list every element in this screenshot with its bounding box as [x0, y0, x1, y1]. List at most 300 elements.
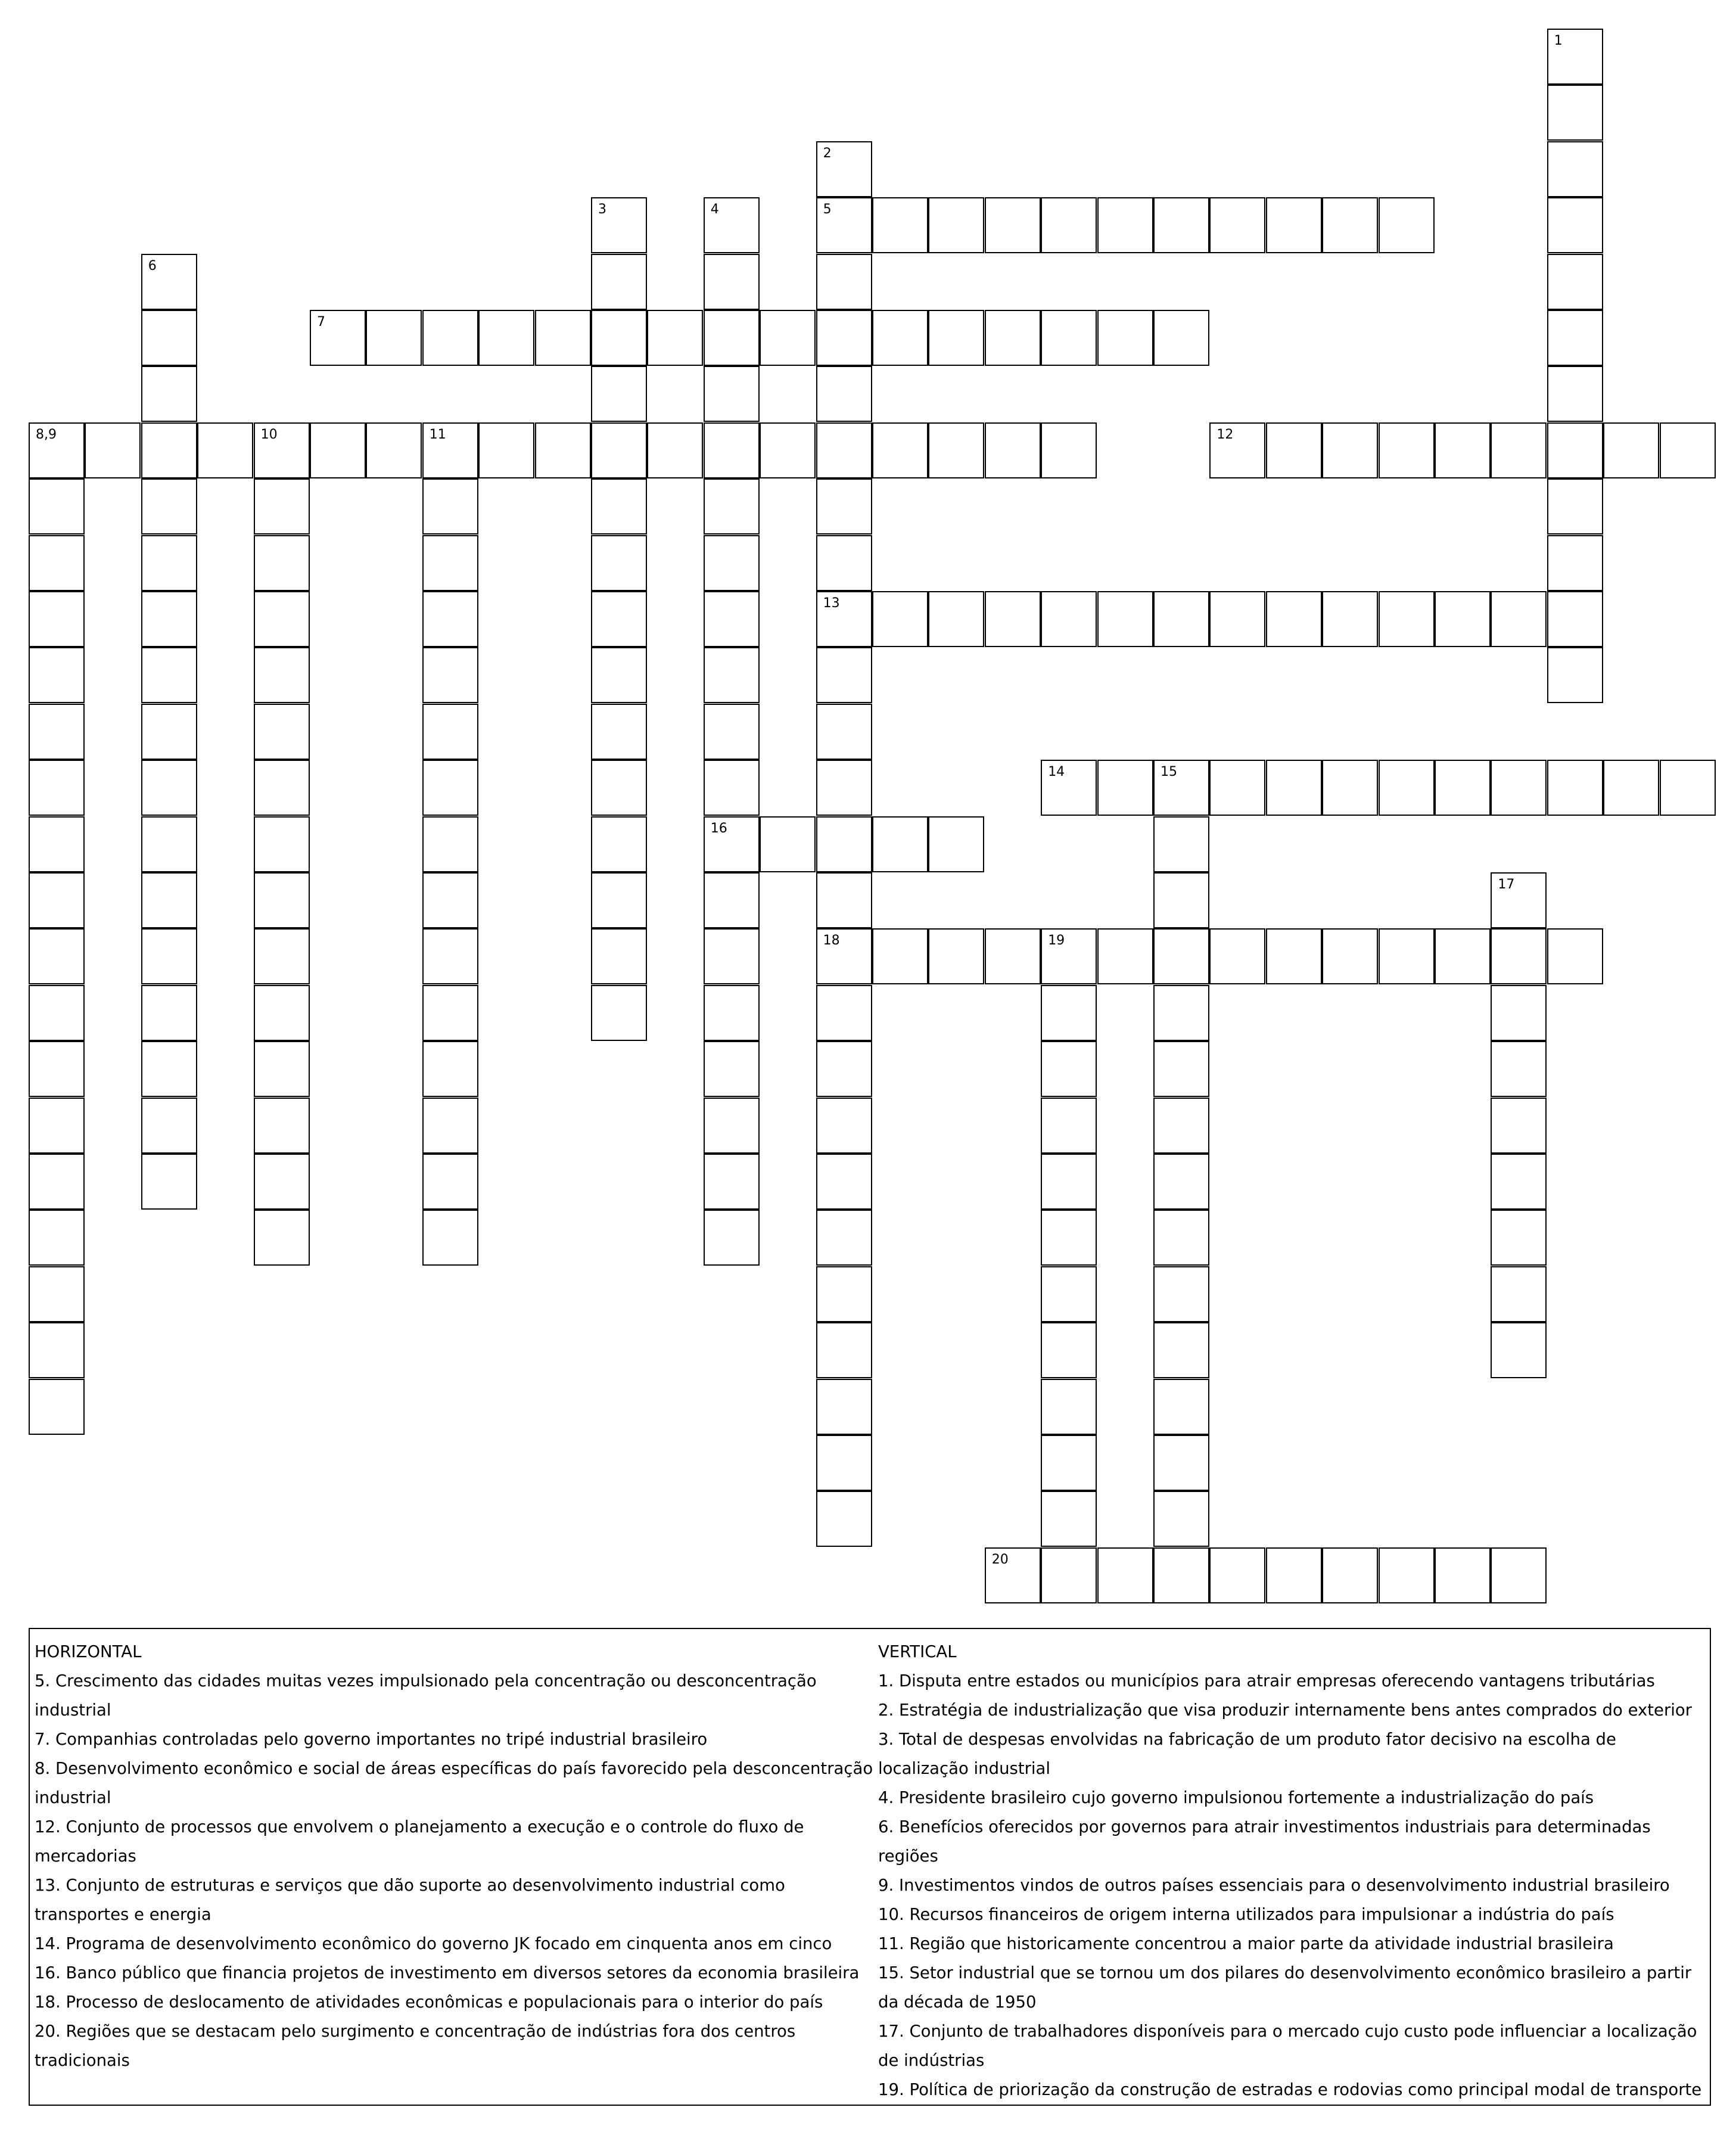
clue-number: 11: [429, 427, 446, 442]
crossword-cell[interactable]: [1491, 591, 1547, 647]
crossword-cell[interactable]: [535, 310, 591, 366]
crossword-cell[interactable]: [1547, 254, 1603, 310]
crossword-cell[interactable]: [254, 591, 310, 647]
crossword-cell[interactable]: [422, 647, 478, 703]
crossword-cell[interactable]: [1097, 591, 1153, 647]
crossword-cell[interactable]: [1041, 985, 1097, 1041]
crossword-cell[interactable]: [591, 816, 647, 872]
crossword-cell[interactable]: [1379, 760, 1435, 816]
crossword-cell[interactable]: [928, 422, 984, 478]
crossword-cell[interactable]: [816, 1491, 872, 1547]
crossword-cell[interactable]: [1379, 1547, 1435, 1603]
vertical-heading: VERTICAL: [878, 1642, 957, 1661]
crossword-cell[interactable]: [422, 422, 478, 478]
crossword-cell[interactable]: [141, 366, 197, 422]
crossword-cell[interactable]: [1153, 310, 1209, 366]
crossword-cell[interactable]: [1547, 647, 1603, 703]
crossword-cell[interactable]: [1209, 591, 1265, 647]
clue-number: 20: [991, 1552, 1009, 1567]
clue-h-7: 7. Companhias controladas pelo governo importantes no tripé industrial brasileiro: [35, 1730, 708, 1749]
clue-number: 7: [317, 315, 325, 330]
crossword-cell[interactable]: [141, 985, 197, 1041]
clue-number: 10: [260, 427, 278, 442]
clue-number: 18: [823, 933, 840, 949]
crossword-cell[interactable]: [422, 1041, 478, 1097]
crossword-cell[interactable]: [816, 1210, 872, 1266]
crossword-cell[interactable]: [1041, 760, 1097, 816]
crossword-cell[interactable]: [1491, 1322, 1547, 1378]
crossword-cell[interactable]: [29, 704, 85, 760]
crossword-cell[interactable]: [1041, 1491, 1097, 1547]
crossword-cell[interactable]: [704, 1154, 760, 1210]
crossword-cell[interactable]: [1153, 591, 1209, 647]
crossword-cell[interactable]: [422, 310, 478, 366]
crossword-cell[interactable]: [1209, 422, 1265, 478]
crossword-cell[interactable]: [985, 928, 1041, 984]
clue-number: 14: [1048, 764, 1065, 780]
clue-v-15: 15. Setor industrial que se tornou um dos pilares do desenvolvimento econômico brasileiro a partir da década de 1950: [878, 1963, 1692, 2012]
crossword-cell[interactable]: [254, 478, 310, 534]
crossword-cell[interactable]: [1435, 1547, 1491, 1603]
clue-v-6: 6. Benefícios oferecidos por governos para atrair investimentos industriais para determinadas regiões: [878, 1817, 1651, 1866]
crossword-cell[interactable]: [422, 535, 478, 591]
crossword-cell[interactable]: [816, 1154, 872, 1210]
crossword-cell[interactable]: [928, 197, 984, 253]
crossword-cell[interactable]: [704, 816, 760, 872]
crossword-cell[interactable]: [1547, 591, 1603, 647]
clue-v-4: 4. Presidente brasileiro cujo governo impulsionou fortemente a industrialização do país: [878, 1788, 1594, 1807]
crossword-cell[interactable]: [816, 872, 872, 928]
crossword-cell[interactable]: [254, 1041, 310, 1097]
crossword-cell[interactable]: [1153, 197, 1209, 253]
crossword-cell[interactable]: [1266, 591, 1322, 647]
crossword-cell[interactable]: [141, 478, 197, 534]
crossword-cell[interactable]: [1153, 816, 1209, 872]
crossword-cell[interactable]: [1153, 1266, 1209, 1322]
crossword-cell[interactable]: [422, 591, 478, 647]
crossword-cell[interactable]: [1266, 760, 1322, 816]
crossword-cell[interactable]: [816, 478, 872, 534]
crossword-cell[interactable]: [29, 535, 85, 591]
crossword-cell[interactable]: [1547, 928, 1603, 984]
crossword-cell[interactable]: [928, 816, 984, 872]
crossword-cell[interactable]: [1097, 928, 1153, 984]
crossword-cell[interactable]: [1153, 872, 1209, 928]
crossword-cell[interactable]: [254, 704, 310, 760]
crossword-cell[interactable]: [816, 197, 872, 253]
crossword-cell[interactable]: [197, 422, 253, 478]
crossword-cell[interactable]: [254, 928, 310, 984]
clues-panel: [29, 1628, 1711, 2106]
crossword-cell[interactable]: [478, 310, 534, 366]
crossword-cell[interactable]: [141, 872, 197, 928]
clue-h-14: 14. Programa de desenvolvimento econômico do governo JK focado em cinquenta anos em cinco: [35, 1934, 832, 1953]
crossword-cell[interactable]: [254, 647, 310, 703]
crossword-cell[interactable]: [422, 985, 478, 1041]
crossword-cell[interactable]: [366, 422, 422, 478]
clue-v-10: 10. Recursos financeiros de origem interna utilizados para impulsionar a indústria do país: [878, 1905, 1614, 1924]
crossword-cell[interactable]: [254, 1210, 310, 1266]
crossword-cell[interactable]: [1435, 422, 1491, 478]
crossword-cell[interactable]: [29, 478, 85, 534]
crossword-cell[interactable]: [704, 535, 760, 591]
crossword-cell[interactable]: [1209, 197, 1265, 253]
crossword-cell[interactable]: [310, 310, 366, 366]
crossword-cell[interactable]: [141, 1041, 197, 1097]
crossword-cell[interactable]: [1660, 422, 1716, 478]
crossword-cell[interactable]: [141, 591, 197, 647]
crossword-cell[interactable]: [29, 928, 85, 984]
crossword-cell[interactable]: [591, 591, 647, 647]
crossword-cell[interactable]: [1660, 760, 1716, 816]
crossword-cell[interactable]: [816, 928, 872, 984]
crossword-cell[interactable]: [141, 1154, 197, 1210]
crossword-cell[interactable]: [1041, 1266, 1097, 1322]
clue-h-13: 13. Conjunto de estruturas e serviços que dão suporte ao desenvolvimento industrial como transportes e energia: [35, 1876, 785, 1924]
clue-number: 13: [823, 596, 840, 611]
crossword-cell[interactable]: [1097, 310, 1153, 366]
clue-number: 16: [710, 820, 727, 836]
crossword-cell[interactable]: [1379, 422, 1435, 478]
crossword-cell[interactable]: [1322, 422, 1378, 478]
crossword-cell[interactable]: [704, 1098, 760, 1154]
crossword-cell[interactable]: [1491, 985, 1547, 1041]
crossword-cell[interactable]: [1041, 197, 1097, 253]
clue-v-17: 17. Conjunto de trabalhadores disponíveis para o mercado cujo custo pode influenciar a localização de indústrias: [878, 2022, 1697, 2070]
crossword-cell[interactable]: [872, 816, 928, 872]
crossword-cell[interactable]: [1153, 1210, 1209, 1266]
crossword-cell[interactable]: [1322, 197, 1378, 253]
crossword-cell[interactable]: [1547, 760, 1603, 816]
crossword-cell[interactable]: [141, 704, 197, 760]
crossword-cell[interactable]: [141, 1098, 197, 1154]
crossword-cell[interactable]: [816, 816, 872, 872]
crossword-cell[interactable]: [141, 760, 197, 816]
crossword-cell[interactable]: [1435, 591, 1491, 647]
crossword-cell[interactable]: [1435, 760, 1491, 816]
crossword-cell[interactable]: [591, 704, 647, 760]
crossword-cell[interactable]: [1322, 928, 1378, 984]
crossword-cell[interactable]: [1041, 1098, 1097, 1154]
crossword-cell[interactable]: [29, 1041, 85, 1097]
crossword-cell[interactable]: [1322, 760, 1378, 816]
crossword-cell[interactable]: [535, 422, 591, 478]
crossword-cell[interactable]: [254, 1154, 310, 1210]
crossword-cell[interactable]: [29, 985, 85, 1041]
crossword-cell[interactable]: [1153, 1154, 1209, 1210]
crossword-cell[interactable]: [1097, 760, 1153, 816]
crossword-cell[interactable]: [478, 422, 534, 478]
crossword-cell[interactable]: [254, 422, 310, 478]
crossword-cell[interactable]: [816, 760, 872, 816]
crossword-cell[interactable]: [1153, 760, 1209, 816]
crossword-cell[interactable]: [591, 422, 647, 478]
crossword-cell[interactable]: [1041, 591, 1097, 647]
crossword-cell[interactable]: [1266, 197, 1322, 253]
crossword-cell[interactable]: [591, 310, 647, 366]
crossword-cell[interactable]: [872, 591, 928, 647]
crossword-cell[interactable]: [704, 647, 760, 703]
crossword-cell[interactable]: [704, 985, 760, 1041]
clue-h-12: 12. Conjunto de processos que envolvem o planejamento a execução e o controle do fluxo de mercadorias: [35, 1817, 804, 1866]
crossword-cell[interactable]: [1153, 928, 1209, 984]
crossword-cell[interactable]: [29, 1322, 85, 1378]
clue-number: 15: [1161, 764, 1177, 780]
crossword-cell[interactable]: [704, 872, 760, 928]
crossword-cell[interactable]: [591, 928, 647, 984]
crossword-cell[interactable]: [1547, 478, 1603, 534]
crossword-cell[interactable]: [1209, 760, 1265, 816]
crossword-cell[interactable]: [591, 197, 647, 253]
crossword-cell[interactable]: [141, 535, 197, 591]
crossword-cell[interactable]: [422, 872, 478, 928]
crossword-cell[interactable]: [29, 422, 85, 478]
crossword-cell[interactable]: [422, 478, 478, 534]
clue-v-2: 2. Estratégia de industrialização que visa produzir internamente bens antes comprados do exterior: [878, 1701, 1693, 1720]
clue-h-8: 8. Desenvolvimento econômico e social de áreas específicas do país favorecido pela desconcentração industrial: [35, 1759, 873, 1807]
crossword-cell[interactable]: [254, 760, 310, 816]
crossword-cell[interactable]: [1041, 1041, 1097, 1097]
crossword-cell[interactable]: [1153, 1041, 1209, 1097]
crossword-cell[interactable]: [141, 647, 197, 703]
clue-number: 2: [823, 145, 832, 161]
crossword-cell[interactable]: [985, 310, 1041, 366]
crossword-cell[interactable]: [591, 254, 647, 310]
crossword-cell[interactable]: [141, 928, 197, 984]
crossword-cell[interactable]: [1547, 366, 1603, 422]
crossword-cell[interactable]: [422, 1098, 478, 1154]
crossword-cell[interactable]: [422, 1210, 478, 1266]
crossword-cell[interactable]: [591, 647, 647, 703]
crossword-cell[interactable]: [816, 1098, 872, 1154]
crossword-cell[interactable]: [816, 591, 872, 647]
crossword-cell[interactable]: [760, 816, 816, 872]
crossword-cell[interactable]: [1041, 1210, 1097, 1266]
crossword-cell[interactable]: [29, 647, 85, 703]
crossword-cell[interactable]: [1041, 1435, 1097, 1491]
crossword-cell[interactable]: [704, 928, 760, 984]
crossword-cell[interactable]: [591, 872, 647, 928]
crossword-cell[interactable]: [1153, 1379, 1209, 1435]
crossword-cell[interactable]: [1547, 197, 1603, 253]
crossword-cell[interactable]: [816, 310, 872, 366]
crossword-cell[interactable]: [816, 647, 872, 703]
crossword-cell[interactable]: [29, 1379, 85, 1435]
crossword-cell[interactable]: [1209, 1547, 1265, 1603]
clue-number: 19: [1048, 933, 1065, 949]
crossword-cell[interactable]: [1491, 1266, 1547, 1322]
crossword-cell[interactable]: [29, 1098, 85, 1154]
crossword-cell[interactable]: [254, 985, 310, 1041]
crossword-cell[interactable]: [422, 928, 478, 984]
crossword-cell[interactable]: [1041, 1154, 1097, 1210]
crossword-cell[interactable]: [816, 1041, 872, 1097]
crossword-cell[interactable]: [366, 310, 422, 366]
crossword-cell[interactable]: [816, 535, 872, 591]
crossword-cell[interactable]: [1041, 310, 1097, 366]
clue-number: 6: [148, 258, 157, 273]
crossword-cell[interactable]: [1491, 1154, 1547, 1210]
clue-h-16: 16. Banco público que financia projetos de investimento em diversos setores da economia brasileira: [35, 1963, 860, 1982]
clue-number: 1: [1554, 33, 1563, 48]
crossword-cell[interactable]: [141, 254, 197, 310]
clue-number: 8,9: [36, 427, 57, 442]
crossword-cell[interactable]: [1153, 1098, 1209, 1154]
crossword-cell[interactable]: [985, 422, 1041, 478]
crossword-cell[interactable]: [1379, 197, 1435, 253]
crossword-cell[interactable]: [29, 1266, 85, 1322]
crossword-cell[interactable]: [29, 872, 85, 928]
clue-number: 12: [1217, 427, 1234, 442]
crossword-cell[interactable]: [1547, 141, 1603, 197]
crossword-cell[interactable]: [872, 310, 928, 366]
crossword-cell[interactable]: [1547, 29, 1603, 85]
crossword-cell[interactable]: [1266, 422, 1322, 478]
crossword-cell[interactable]: [1153, 1547, 1209, 1603]
crossword-cell[interactable]: [29, 1210, 85, 1266]
crossword-cell[interactable]: [1547, 535, 1603, 591]
crossword-cell[interactable]: [591, 985, 647, 1041]
crossword-cell[interactable]: [1491, 422, 1547, 478]
crossword-cell[interactable]: [1491, 1098, 1547, 1154]
crossword-cell[interactable]: [1266, 928, 1322, 984]
crossword-cell[interactable]: [985, 197, 1041, 253]
crossword-cell[interactable]: [816, 1266, 872, 1322]
crossword-cell[interactable]: [1547, 85, 1603, 141]
crossword-cell[interactable]: [1266, 1547, 1322, 1603]
crossword-cell[interactable]: [704, 366, 760, 422]
crossword-cell[interactable]: [422, 816, 478, 872]
crossword-cell[interactable]: [816, 422, 872, 478]
crossword-cell[interactable]: [141, 816, 197, 872]
crossword-cell[interactable]: [1435, 928, 1491, 984]
crossword-cell[interactable]: [872, 197, 928, 253]
crossword-cell[interactable]: [704, 1041, 760, 1097]
crossword-cell[interactable]: [310, 422, 366, 478]
crossword-cell[interactable]: [816, 1435, 872, 1491]
clue-number: 17: [1498, 877, 1515, 892]
clue-h-20: 20. Regiões que se destacam pelo surgimento e concentração de indústrias fora dos centros tradicionais: [35, 2022, 796, 2070]
crossword-cell[interactable]: [816, 1379, 872, 1435]
crossword-cell[interactable]: [1041, 422, 1097, 478]
crossword-cell[interactable]: [647, 422, 703, 478]
crossword-cell[interactable]: [141, 422, 197, 478]
crossword-cell[interactable]: [872, 928, 928, 984]
crossword-cell[interactable]: [816, 704, 872, 760]
crossword-cell[interactable]: [1153, 985, 1209, 1041]
crossword-cell[interactable]: [254, 816, 310, 872]
crossword-cell[interactable]: [29, 760, 85, 816]
crossword-cell[interactable]: [1209, 928, 1265, 984]
crossword-cell[interactable]: [1491, 760, 1547, 816]
crossword-cell[interactable]: [647, 310, 703, 366]
crossword-cell[interactable]: [591, 760, 647, 816]
crossword-cell[interactable]: [1097, 1547, 1153, 1603]
clue-h-5: 5. Crescimento das cidades muitas vezes impulsionado pela concentração ou desconcentração industrial: [35, 1671, 817, 1720]
crossword-cell[interactable]: [985, 591, 1041, 647]
crossword-cell[interactable]: [1603, 422, 1659, 478]
horizontal-heading: HORIZONTAL: [35, 1642, 142, 1661]
crossword-cell[interactable]: [816, 254, 872, 310]
crossword-cell[interactable]: [85, 422, 141, 478]
crossword-cell[interactable]: [591, 535, 647, 591]
crossword-cell[interactable]: [928, 591, 984, 647]
crossword-cell[interactable]: [985, 1547, 1041, 1603]
clue-v-9: 9. Investimentos vindos de outros países essenciais para o desenvolvimento industrial brasileiro: [878, 1876, 1670, 1895]
crossword-cell[interactable]: [29, 591, 85, 647]
crossword-cell[interactable]: [591, 478, 647, 534]
crossword-cell[interactable]: [704, 254, 760, 310]
crossword-cell[interactable]: [928, 928, 984, 984]
crossword-cell[interactable]: [1153, 1322, 1209, 1378]
crossword-cell[interactable]: [1379, 928, 1435, 984]
crossword-cell[interactable]: [254, 1098, 310, 1154]
crossword-cell[interactable]: [704, 591, 760, 647]
crossword-cell[interactable]: [141, 310, 197, 366]
crossword-cell[interactable]: [816, 366, 872, 422]
crossword-cell[interactable]: [1041, 928, 1097, 984]
horizontal-clues-column: [35, 1637, 881, 2075]
clue-number: 5: [823, 202, 832, 217]
crossword-cell[interactable]: [1153, 1491, 1209, 1547]
crossword-cell[interactable]: [1547, 422, 1603, 478]
crossword-cell[interactable]: [1491, 1210, 1547, 1266]
crossword-cell[interactable]: [760, 422, 816, 478]
crossword-cell[interactable]: [254, 535, 310, 591]
clue-v-19: 19. Política de priorização da construção de estradas e rodovias como principal modal de transporte: [878, 2080, 1702, 2099]
crossword-cell[interactable]: [422, 760, 478, 816]
crossword-cell[interactable]: [872, 422, 928, 478]
crossword-cell[interactable]: [816, 1322, 872, 1378]
crossword-cell[interactable]: [591, 366, 647, 422]
crossword-cell[interactable]: [760, 310, 816, 366]
crossword-cell[interactable]: [1097, 197, 1153, 253]
crossword-cell[interactable]: [1491, 1547, 1547, 1603]
clue-v-3: 3. Total de despesas envolvidas na fabricação de um produto fator decisivo na escolha de localização industrial: [878, 1730, 1616, 1778]
crossword-cell[interactable]: [1041, 1322, 1097, 1378]
crossword-cell[interactable]: [1491, 872, 1547, 928]
crossword-cell[interactable]: [704, 760, 760, 816]
crossword-cell[interactable]: [704, 197, 760, 253]
crossword-cell[interactable]: [1041, 1547, 1097, 1603]
clue-number: 3: [598, 202, 606, 217]
crossword-cell[interactable]: [1603, 760, 1659, 816]
crossword-cell[interactable]: [1491, 928, 1547, 984]
crossword-cell[interactable]: [704, 704, 760, 760]
crossword-cell[interactable]: [816, 141, 872, 197]
crossword-cell[interactable]: [816, 985, 872, 1041]
clue-v-1: 1. Disputa entre estados ou municípios para atrair empresas oferecendo vantagens tributárias: [878, 1671, 1655, 1690]
crossword-cell[interactable]: [29, 1154, 85, 1210]
crossword-cell[interactable]: [1322, 1547, 1378, 1603]
crossword-cell[interactable]: [1041, 1379, 1097, 1435]
crossword-cell[interactable]: [704, 310, 760, 366]
crossword-cell[interactable]: [1153, 1435, 1209, 1491]
crossword-cell[interactable]: [1547, 310, 1603, 366]
crossword-cell[interactable]: [1379, 591, 1435, 647]
crossword-cell[interactable]: [254, 872, 310, 928]
crossword-cell[interactable]: [422, 704, 478, 760]
crossword-cell[interactable]: [1491, 1041, 1547, 1097]
crossword-cell[interactable]: [704, 1210, 760, 1266]
crossword-cell[interactable]: [704, 422, 760, 478]
crossword-cell[interactable]: [928, 310, 984, 366]
crossword-cell[interactable]: [704, 478, 760, 534]
crossword-cell[interactable]: [1322, 591, 1378, 647]
crossword-cell[interactable]: [422, 1154, 478, 1210]
crossword-cell[interactable]: [29, 816, 85, 872]
clue-number: 4: [710, 202, 719, 217]
